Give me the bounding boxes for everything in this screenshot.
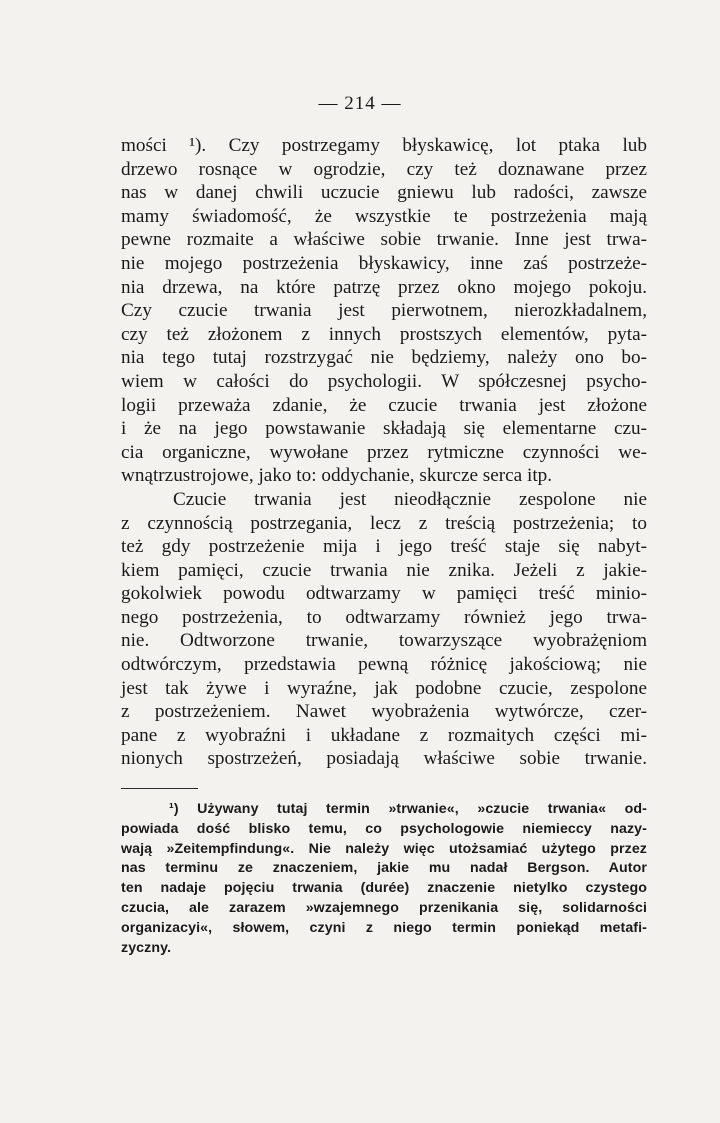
text-line: Czucie trwania jest nieodłącznie zespolone nie xyxy=(173,488,647,510)
footnote-line: czucia, ale zarazem »wzajemnego przenikania się, solidarności xyxy=(121,899,647,916)
footnote-line: powiada dość blisko temu, co psychologowie niemieccy nazy- xyxy=(121,820,647,837)
footnote-rule xyxy=(121,788,198,789)
text-line: wnątrzustrojowe, jako to: oddychanie, skurcze serca itp. xyxy=(121,465,553,487)
text-line: pane z wyobraźni i układane z rozmaitych części mi- xyxy=(121,724,647,746)
text-line: odtwórczym, przedstawia pewną różnicę jakościową; nie xyxy=(121,654,647,676)
footnote-line: organizacyi«, słowem, czyni z niego termin poniekąd metafi- xyxy=(121,919,647,936)
text-line: wiem w całości do psychologii. W spółczesnej psycho- xyxy=(121,370,647,392)
text-line: Czy czucie trwania jest pierwotnem, nierozkładalnem, xyxy=(121,300,647,322)
text-line: nia drzewa, na które patrzę przez okno mojego pokoju. xyxy=(121,276,647,298)
text-line: cia organiczne, wywołane przez rytmiczne czynności we- xyxy=(121,441,647,463)
footnote xyxy=(121,800,647,958)
footnote-line: nas terminu ze znaczeniem, jakie mu nadał Bergson. Autor xyxy=(121,860,647,877)
text-line: z czynnością postrzegania, lecz z treścią postrzeżenia; to xyxy=(121,512,647,534)
footnote-line: wają »Zeitempfindung«. Nie należy więc utożsamiać użytego przez xyxy=(121,840,647,857)
text-line: jest tak żywe i wyraźne, jak podobne czucie, zespolone xyxy=(121,677,647,699)
text-line: z postrzeżeniem. Nawet wyobrażenia wytwórcze, czer- xyxy=(121,701,647,723)
text-line: nas w danej chwili uczucie gniewu lub radości, zawsze xyxy=(121,182,647,204)
footnote-line: zyczny. xyxy=(121,939,172,956)
text-line: nego postrzeżenia, to odtwarzamy również jego trwa- xyxy=(121,606,647,628)
text-line: mamy świadomość, że wszystkie te postrzeżenia mają xyxy=(121,205,647,227)
text-line: gokolwiek powodu odtwarzamy w pamięci treść minio- xyxy=(121,583,647,605)
footnote-line: ¹) Używany tutaj termin »trwanie«, »czucie trwania« od- xyxy=(169,801,647,817)
text-line: czy też złożonem z innych prostszych elementów, pyta- xyxy=(121,323,647,345)
text-line: też gdy postrzeżenie mija i jego treść staje się nabyt- xyxy=(121,536,647,558)
text-line: drzewo rosnące w ogrodzie, czy też doznawane przez xyxy=(121,158,647,180)
text-line: kiem pamięci, czucie trwania nie znika. Jeżeli z jakie- xyxy=(121,559,647,581)
page-number: — 214 — xyxy=(318,93,402,114)
footnote-line: ten nadaje pojęciu trwania (durée) znaczenie nietylko czystego xyxy=(121,880,647,897)
text-line: logii przeważa zdanie, że czucie trwania jest złożone xyxy=(121,394,647,416)
text-line: nie mojego postrzeżenia błyskawicy, inne zaś postrzeże- xyxy=(121,252,647,274)
text-line: i że na jego powstawanie składają się elementarne czu- xyxy=(121,418,647,440)
text-line: nia tego tutaj rozstrzygać nie będziemy, należy ono bo- xyxy=(121,347,647,369)
main-text xyxy=(121,134,647,771)
text-line: pewne rozmaite a właściwe sobie trwanie. Inne jest trwa- xyxy=(121,229,647,251)
text-line: mości ¹). Czy postrzegamy błyskawicę, lot ptaka lub xyxy=(121,135,647,156)
text-line: nionych spostrzeżeń, posiadają właściwe sobie trwanie. xyxy=(121,748,647,770)
text-line: nie. Odtworzone trwanie, towarzyszące wyobrażęniom xyxy=(121,630,647,652)
